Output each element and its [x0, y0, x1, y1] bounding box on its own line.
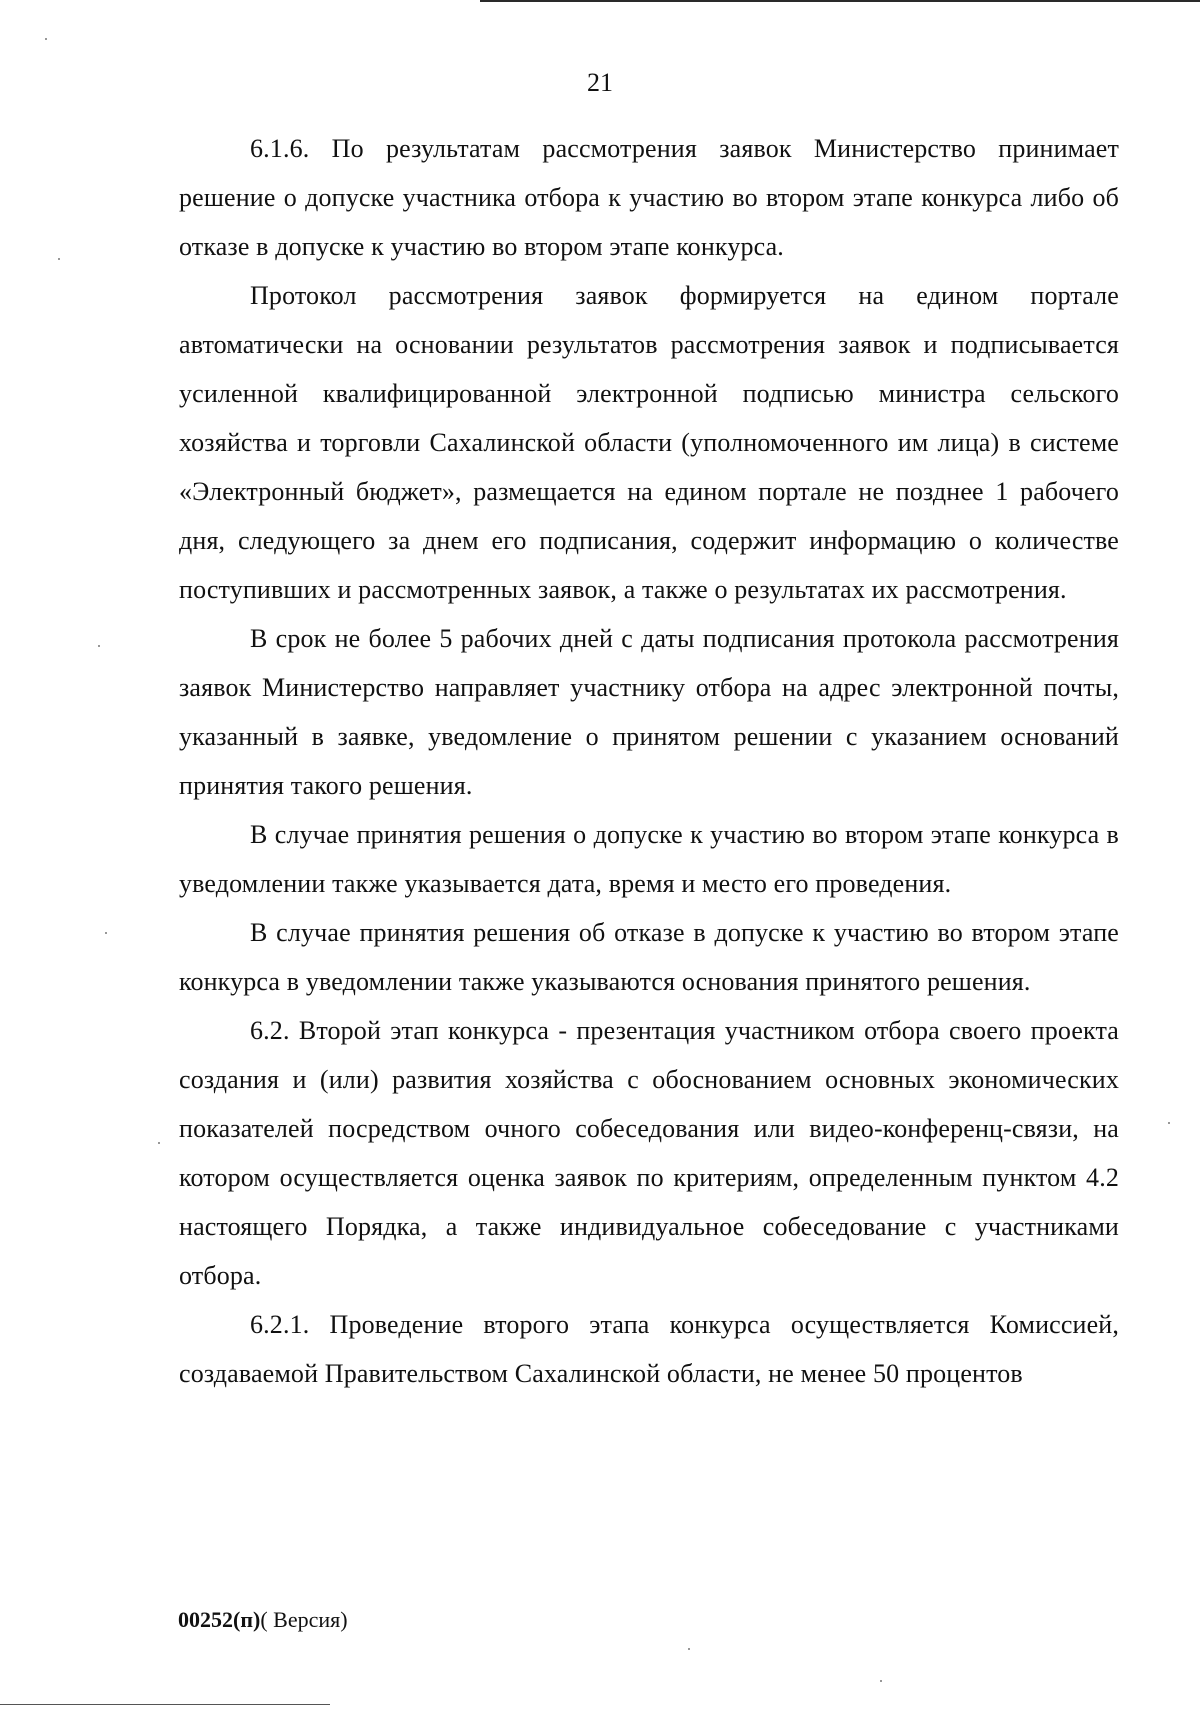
document-body [179, 124, 1119, 1398]
scan-border-bottom [0, 1704, 330, 1705]
scan-speck [98, 645, 100, 647]
paragraph-protocol: Протокол рассмотрения заявок формируется на едином портале автоматически на основании результатов рассмотрения заявок и подписывается усиленной квалифицированной электронной подписью министра сельского хозяйства и торговли Сахалинской области (уполномоченного им лица) в системе «Электронный бюджет», размещается на едином портале не позднее 1 рабочего дня, следующего за днем его подписания, содержит информацию о количестве поступивших и рассмотренных заявок, а также о результатах их рассмотрения. [179, 281, 1119, 604]
document-version: ( Версия) [260, 1607, 348, 1632]
scan-speck [158, 1142, 160, 1144]
paragraph-6-2-1: 6.2.1. Проведение второго этапа конкурса осуществляется Комиссией, создаваемой Правительством Сахалинской области, не менее 50 процентов [179, 1310, 1119, 1388]
scan-speck [105, 932, 107, 934]
scan-speck [58, 258, 60, 260]
paragraph-6-2: 6.2. Второй этап конкурса - презентация участником отбора своего проекта создания и (или) развития хозяйства с обоснованием основных экономических показателей посредством очного собеседования или видео-конференц-связи, на котором осуществляется оценка заявок по критериям, определенным пунктом 4.2 настоящего Порядка, а также индивидуальное собеседование с участниками отбора. [179, 1016, 1119, 1290]
paragraph-notification-deadline: В срок не более 5 рабочих дней с даты подписания протокола рассмотрения заявок Министерство направляет участнику отбора на адрес электронной почты, указанный в заявке, уведомление о принятом решении с указанием оснований принятия такого решения. [179, 624, 1119, 800]
document-code: 00252(п) [178, 1607, 261, 1632]
paragraph-admission-case: В случае принятия решения о допуске к участию во втором этапе конкурса в уведомлении также указывается дата, время и место его проведения. [179, 820, 1119, 898]
paragraph-refusal-case: В случае принятия решения об отказе в допуске к участию во втором этапе конкурса в уведомлении также указываются основания принятого решения. [179, 918, 1119, 996]
scan-speck [880, 1680, 882, 1682]
paragraph-6-1-6: 6.1.6. По результатам рассмотрения заявок Министерство принимает решение о допуске участника отбора к участию во втором этапе конкурса либо об отказе в допуске к участию во втором этапе конкурса. [179, 134, 1119, 261]
scan-speck [45, 38, 47, 40]
scan-speck [1168, 1122, 1170, 1124]
scan-speck [688, 1648, 690, 1650]
scan-border-top [480, 0, 1200, 2]
page-number: 21 [587, 68, 613, 97]
document-footer [178, 1606, 348, 1634]
